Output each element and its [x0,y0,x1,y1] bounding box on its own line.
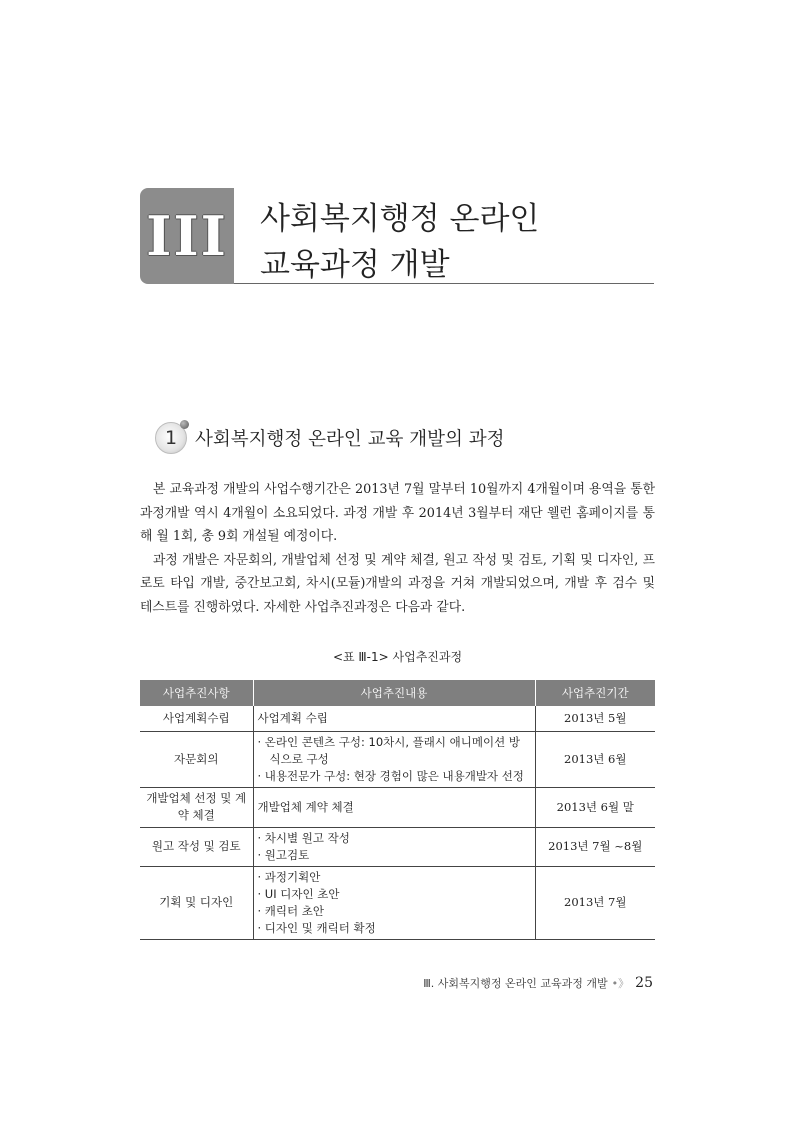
table-header-row [140,680,655,706]
row-content-line: · 차시별 원고 작성 [257,830,350,845]
row-item: 자문회의 [140,731,253,787]
row-item: 개발업체 선정 및 계약 체결 [140,787,253,827]
row-content [253,706,535,731]
chapter-number-badge [140,188,234,284]
page-footer [423,973,653,993]
body-text [140,478,655,620]
row-content-line: · 과정기획안 [257,869,321,884]
row-content-line: · 캐릭터 초안 [257,903,325,918]
row-period: 2013년 7월 ~8월 [535,827,655,866]
project-process-table [140,680,655,940]
row-content-line: 개발업체 계약 체결 [257,799,354,814]
row-content-line: · 온라인 콘텐츠 구성: 10차시, 플래시 애니메이션 방식으로 구성 [257,734,520,766]
header-content: 사업추진내용 [253,680,535,706]
page-number: 25 [635,975,653,991]
section-number-badge [155,422,187,454]
paragraph-2: 과정 개발은 자문회의, 개발업체 선정 및 계약 체결, 원고 작성 및 검토, 기획 및 디자인, 프로토 타입 개발, 중간보고회, 차시(모듈)개발의 과정을 거쳐 개발되었으며, 개발 후 검수 및 테스트를 진행하였다. 자세한 사업추진과정은 다음과 같다. [140,552,655,615]
row-period: 2013년 6월 말 [535,787,655,827]
chapter-title-line-1: 사회복지행정 온라인 [260,201,540,237]
table-row [140,866,655,939]
table-row [140,827,655,866]
header-item: 사업추진사항 [140,680,253,706]
table-row [140,787,655,827]
table-row [140,731,655,787]
row-content-line: · 원고검토 [257,847,310,862]
row-item: 원고 작성 및 검토 [140,827,253,866]
row-content [253,787,535,827]
section-number: 1 [164,427,178,449]
footer-arrow-icon: •》 [611,977,630,990]
paragraph-1: 본 교육과정 개발의 사업수행기간은 2013년 7월 말부터 10월까지 4개월이며 용역을 통한 과정개발 역시 4개월이 소요되었다. 과정 개발 후 2014년 3월부터 재단 웰런 홈페이지를 통해 월 1회, 총 9회 개설될 예정이다. [140,482,655,545]
row-period: 2013년 6월 [535,731,655,787]
row-period: 2013년 7월 [535,866,655,939]
table-caption: <표 Ⅲ-1> 사업추진과정 [332,650,463,664]
row-content-line: · UI 디자인 초안 [257,886,340,901]
row-content [253,827,535,866]
table-row [140,706,655,731]
row-content-line: · 디자인 및 캐릭터 확정 [257,920,376,935]
section-heading [155,420,504,456]
chapter-numeral: III [146,204,228,268]
row-item: 사업계획수립 [140,706,253,731]
chapter-title-line-2: 교육과정 개발 [260,247,450,283]
header-period: 사업추진기간 [535,680,655,706]
row-content-line: · 내용전문가 구성: 현장 경험이 많은 내용개발자 선정 [257,768,524,783]
row-content [253,866,535,939]
chapter-divider [234,283,654,284]
row-content-line: 사업계획 수립 [257,710,328,725]
bullet-dot-icon [180,420,189,429]
chapter-title [260,196,660,288]
row-item: 기획 및 디자인 [140,866,253,939]
running-title: Ⅲ. 사회복지행정 온라인 교육과정 개발 [423,977,608,990]
row-content [253,731,535,787]
row-period: 2013년 5월 [535,706,655,731]
section-title: 사회복지행정 온라인 교육 개발의 과정 [195,429,505,450]
